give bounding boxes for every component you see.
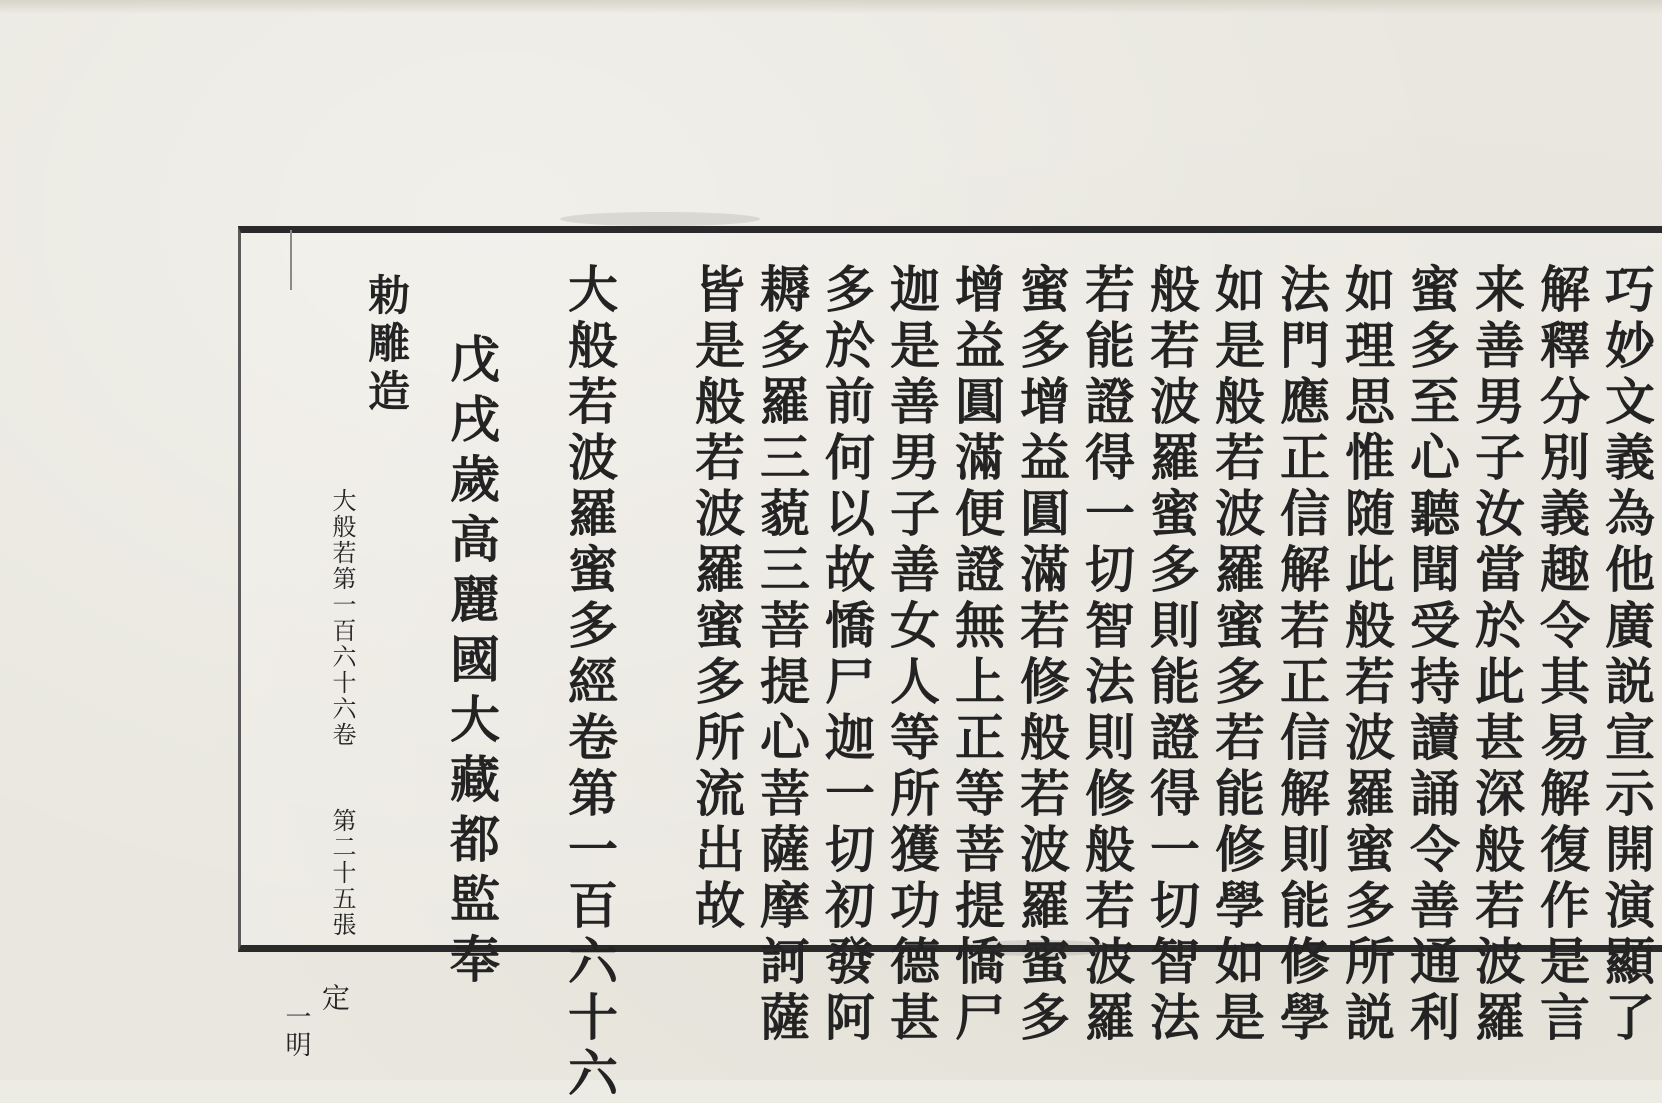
- text-column-10: 蜜多增益圓滿若修般若波羅蜜多: [1012, 263, 1071, 1047]
- text-column-5: 如理思惟随此般若波羅蜜多所説: [1337, 263, 1396, 1047]
- page-edge-shadow: [0, 0, 1662, 14]
- woodblock-print-frame: [238, 226, 1662, 1103]
- text-column-14: 耨多羅三藐三菩提心菩薩摩訶薩: [752, 263, 811, 1047]
- text-column-11: 增益圓滿便證無上正等菩提憍尸: [947, 263, 1006, 1047]
- ink-smudge: [960, 940, 1120, 956]
- text-column-15: 皆是般若波羅蜜多所流出故: [687, 263, 746, 935]
- text-column-8: 般若波羅蜜多則能證得一切智法: [1142, 263, 1201, 1047]
- frame-rule: [290, 230, 292, 290]
- text-column-12: 迦是善男子善女人等所獲功德甚: [882, 263, 941, 1047]
- ink-smudge: [560, 212, 760, 226]
- margin-volume-label: 大般若第一百六十六卷: [328, 488, 356, 748]
- margin-page-label: 第二十五張: [328, 808, 356, 938]
- text-column-13: 多於前何以故憍尸迦一切初發阿: [817, 263, 876, 1047]
- text-column-2: 解釋分別義趣令其易解復作是言: [1532, 263, 1591, 1047]
- margin-carver-label: 定: [318, 983, 351, 1013]
- colophon-order-line: 勅雕造: [362, 273, 411, 417]
- margin-mark: 一明: [281, 1003, 311, 1059]
- sutra-title-colophon: 大般若波羅蜜多經卷第一百六十六: [560, 263, 619, 1103]
- text-column-4: 蜜多至心聽聞受持讀誦令善通利: [1402, 263, 1461, 1047]
- text-column-1: 巧妙文義為他廣説宣示開演顯了: [1597, 263, 1656, 1047]
- text-column-7: 如是般若波羅蜜多若能修學如是: [1207, 263, 1266, 1047]
- colophon-year-line: 戊戌歲高麗國大藏都監奉: [442, 333, 501, 993]
- text-column-9: 若能證得一切智法則修般若波羅: [1077, 263, 1136, 1047]
- text-column-6: 法門應正信解若正信解則能修學: [1272, 263, 1331, 1047]
- text-column-3: 来善男子汝當於此甚深般若波羅: [1467, 263, 1526, 1047]
